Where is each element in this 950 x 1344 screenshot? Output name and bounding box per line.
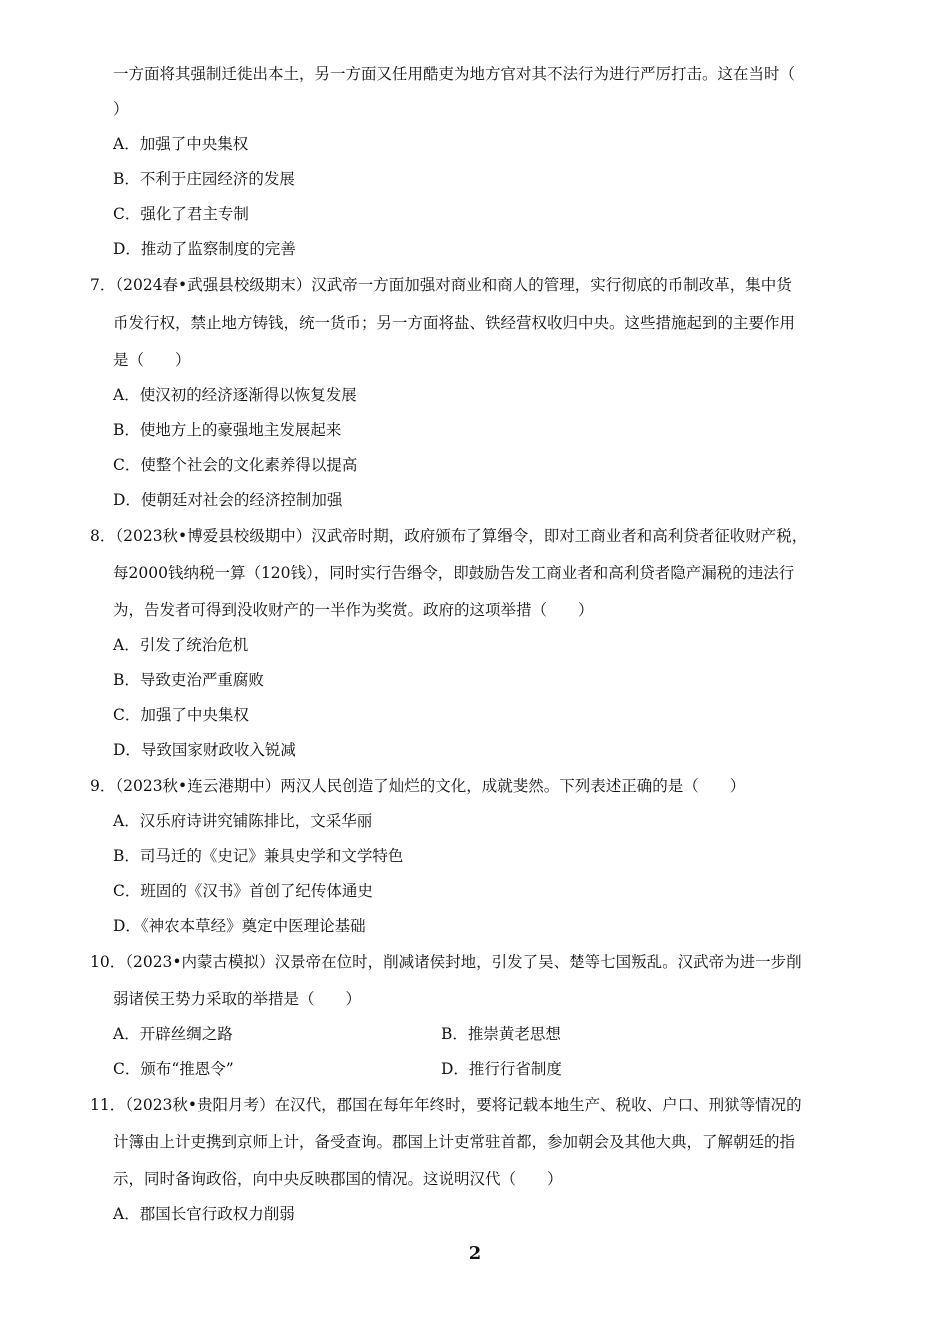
question-10-option-a: A．开辟丝绸之路 — [113, 1025, 233, 1043]
question-8-stem-line-1: 8．（2023秋•博爱县校级期中）汉武帝时期，政府颁布了算缗令，即对工商业者和高利贷者征收财产税， — [90, 527, 808, 545]
question-7-stem-line-2: 币发行权，禁止地方铸钱，统一货币；另一方面将盐、铁经营权收归中央。这些措施起到的主要作用 — [113, 314, 796, 332]
question-9-option-b: B．司马迁的《史记》兼具史学和文学特色 — [113, 847, 404, 865]
question-9-option-a: A．汉乐府诗讲究铺陈排比，文采华丽 — [113, 812, 373, 830]
question-8-stem-line-3: 为，告发者可得到没收财产的一半作为奖赏。政府的这项举措（ ） — [113, 601, 594, 619]
question-9-stem-line-1: 9．（2023秋•连云港期中）两汉人民创造了灿烂的文化，成就斐然。下列表述正确的是（ ） — [90, 777, 746, 795]
question-10-option-c: C．颁布“推恩令” — [113, 1060, 234, 1078]
question-7-stem-line-3: 是（ ） — [113, 351, 191, 369]
question-6-stem-line-1: 一方面将其强制迁徙出本土，另一方面又任用酷吏为地方官对其不法行为进行严厉打击。这在当时（ — [113, 65, 796, 83]
question-7-option-c: C．使整个社会的文化素养得以提高 — [113, 456, 358, 474]
question-7-option-d: D．使朝廷对社会的经济控制加强 — [113, 491, 343, 509]
question-11-option-a: A．郡国长官行政权力削弱 — [113, 1205, 295, 1223]
question-11-stem-line-2: 计簿由上计吏携到京师上计，备受查询。郡国上计吏常驻首都，参加朝会及其他大典，了解朝廷的指 — [113, 1133, 796, 1151]
question-9-option-c: C．班固的《汉书》首创了纪传体通史 — [113, 882, 373, 900]
question-11-stem-line-3: 示，同时备询政俗，向中央反映郡国的情况。这说明汉代（ ） — [113, 1170, 563, 1188]
question-10-option-d: D．推行行省制度 — [441, 1060, 562, 1078]
question-6-stem-line-2: ） — [113, 100, 129, 118]
question-9-option-d: D．《神农本草经》奠定中医理论基础 — [113, 917, 366, 935]
question-7-option-b: B．使地方上的豪强地主发展起来 — [113, 421, 342, 439]
question-6-option-c: C．强化了君主专制 — [113, 205, 249, 223]
question-8-option-a: A．引发了统治危机 — [113, 636, 249, 654]
question-7-option-a: A．使汉初的经济逐渐得以恢复发展 — [113, 386, 357, 404]
question-10-stem-line-1: 10．（2023•内蒙古模拟）汉景帝在位时，削减诸侯封地，引发了吴、楚等七国叛乱。汉武帝为进一步削 — [90, 953, 802, 971]
question-6-option-a: A．加强了中央集权 — [113, 135, 249, 153]
question-8-stem-line-2: 每2000钱纳税一算（120钱），同时实行告缗令，即鼓励告发工商业者和高利贷者隐产漏税的违法行 — [113, 564, 795, 582]
question-10-option-b: B．推崇黄老思想 — [441, 1025, 561, 1043]
question-11-stem-line-1: 11．（2023秋•贵阳月考）在汉代，郡国在每年年终时，要将记载本地生产、税收、户口、刑狱等情况的 — [90, 1096, 802, 1114]
page-number: 2 — [468, 1243, 482, 1264]
question-6-option-b: B．不利于庄园经济的发展 — [113, 170, 295, 188]
question-7-stem-line-1: 7．（2024春•武强县校级期末）汉武帝一方面加强对商业和商人的管理，实行彻底的币制改革，集中货 — [90, 276, 792, 294]
question-8-option-b: B．导致吏治严重腐败 — [113, 671, 264, 689]
question-6-option-d: D．推动了监察制度的完善 — [113, 240, 296, 258]
question-10-stem-line-2: 弱诸侯王势力采取的举措是（ ） — [113, 990, 362, 1008]
question-8-option-d: D．导致国家财政收入锐减 — [113, 741, 296, 759]
question-8-option-c: C．加强了中央集权 — [113, 706, 249, 724]
